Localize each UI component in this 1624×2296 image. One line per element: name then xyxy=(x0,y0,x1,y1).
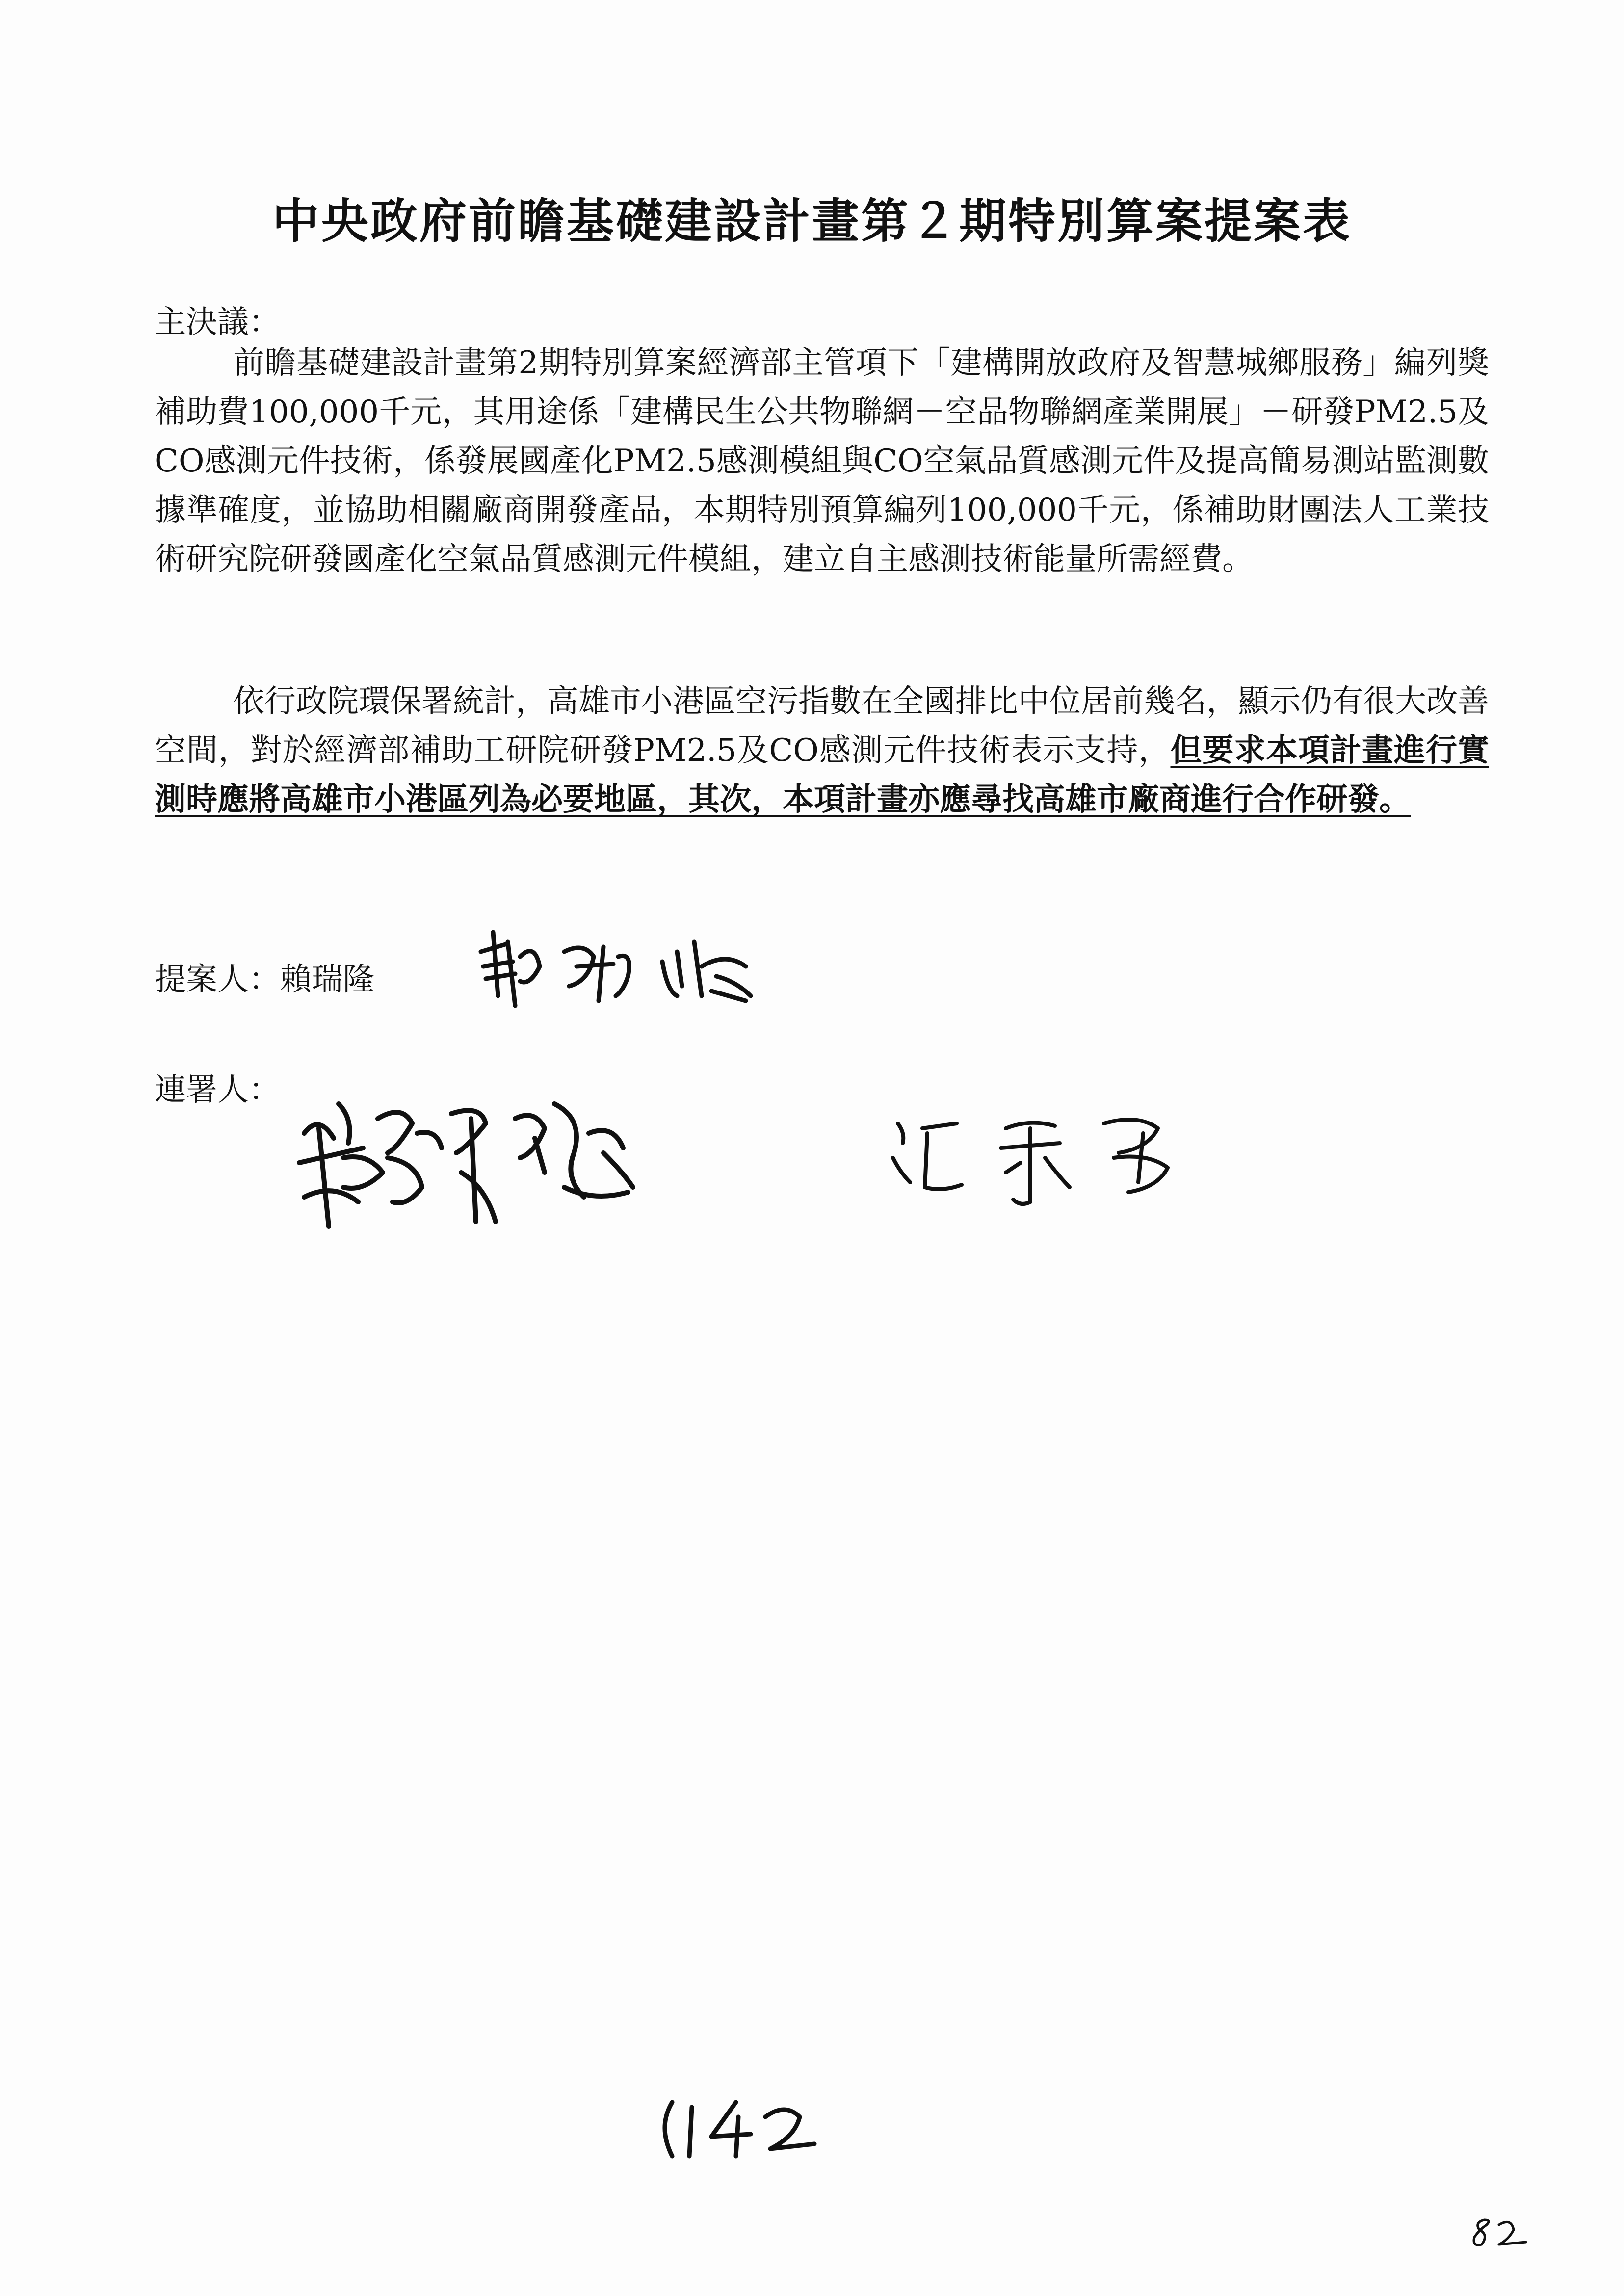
paragraph-2-plain: 依行政院環保署統計，高雄市小港區空污指數在全國排比中位居前幾名，顯示仍有很大改善空間，對於經濟部補助工研院研發PM2.5及CO感測元件技術表示支持， xyxy=(155,683,1489,769)
proposer-label: 提案人：賴瑞隆 xyxy=(155,962,374,998)
paragraph-2 xyxy=(155,677,1489,824)
handwritten-page-number xyxy=(653,2087,829,2166)
corner-page-number xyxy=(1465,2208,1533,2252)
paragraph-2-emphasis: 但要求本項計畫進行實測時應將高雄市小港區列為必要地區，其次，本項計畫亦應尋找高雄市廠商進行合作研發。 xyxy=(155,732,1490,818)
cosigner-signature-1 xyxy=(289,1074,672,1241)
paragraph-1: 前瞻基礎建設計畫第2期特別算案經濟部主管項下「建構開放政府及智慧城鄉服務」編列獎補助費100,000千元，其用途係「建構民生公共物聯網－空品物聯網產業開展」－研發PM2.5及CO感測元件技術，係發展國產化PM2.5感測模組與CO空氣品質感測元件及提高簡易測站監測數據準確度，並協助相關廠商開發產品，本期特別預算編列100,000千元，係補助財團法人工業技術研究院研發國產化空氣品質感測元件模組，建立自主感測技術能量所需經費。 xyxy=(155,345,1489,577)
cosigner-signature-2 xyxy=(883,1104,1202,1212)
document-title: 中央政府前瞻基礎建設計畫第２期特別算案提案表 xyxy=(272,193,1352,249)
proposer-signature xyxy=(471,922,765,1020)
section-label: 主決議： xyxy=(155,304,280,340)
cosigner-label: 連署人： xyxy=(155,1072,280,1108)
